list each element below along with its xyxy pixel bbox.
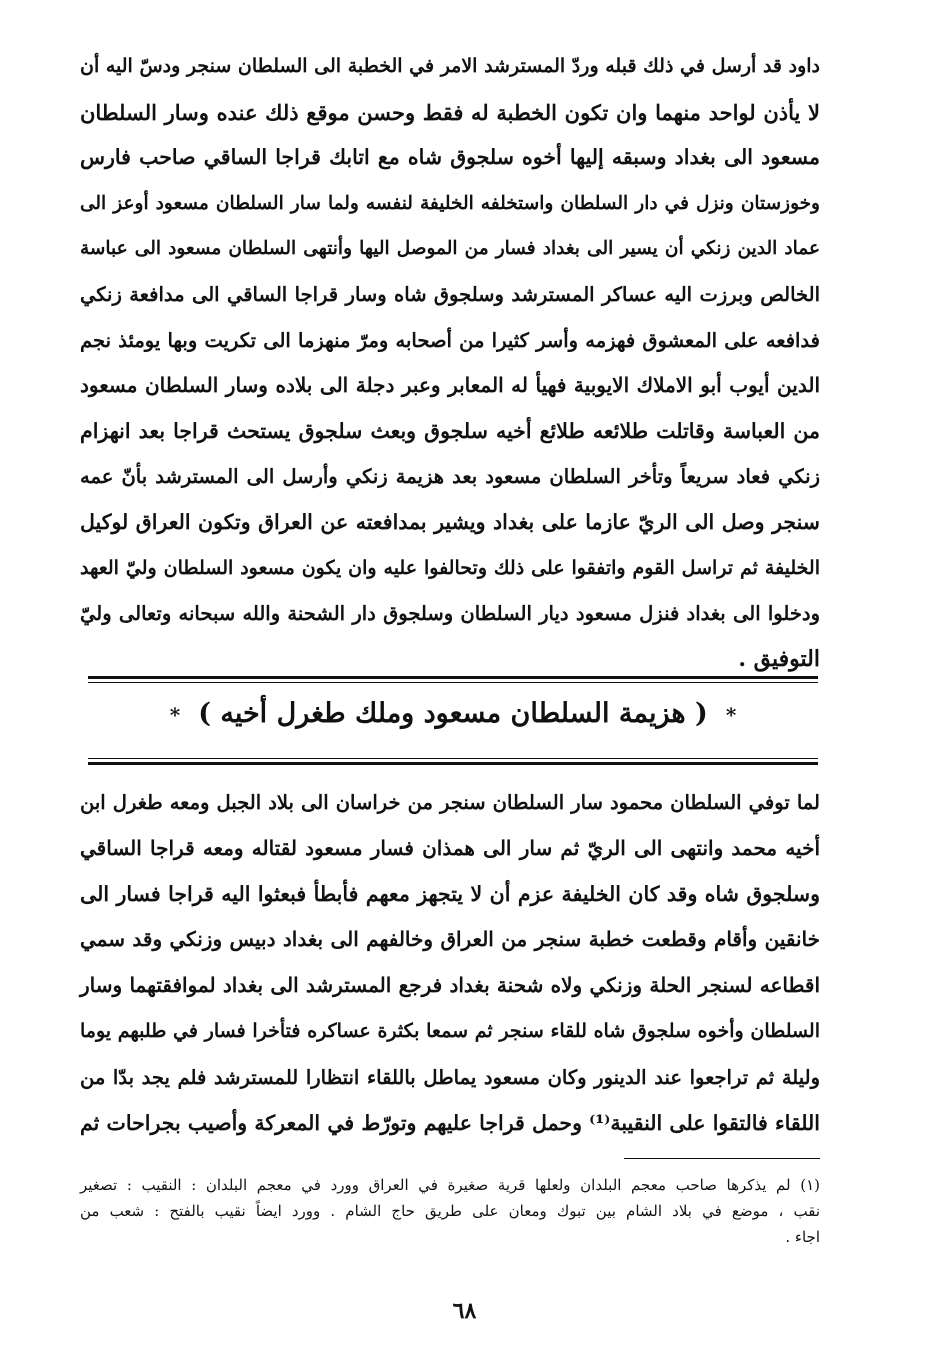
- text-line: اللقاء فالتقوا على النقيبة⁽¹⁾ وحمل قراجا عليهم وتورّط في المعركة وأصيب بجراحات ثم: [80, 1110, 820, 1135]
- text-line: وخوزستان ونزل في دار السلطان واستخلفه الخليفة لنفسه ولما سار السلطان مسعود أوعز الى: [80, 192, 820, 214]
- text-line: مسعود الى بغداد وسبقه إليها أخوه سلجوق شاه مع اتابك قراجا الساقي صاحب فارس: [80, 145, 820, 170]
- text-line: وليلة ثم تراجعوا عند الدينور وكان مسعود يماطل باللقاء انتظارا للمسترشد فلم يجد بدّا من: [80, 1065, 820, 1089]
- text-line: عماد الدين زنكي أن يسير الى بغداد فسار من الموصل اليها وأنتهى السلطان مسعود الى عباسة: [80, 238, 820, 260]
- page-number: ٦٨: [452, 1298, 477, 1324]
- text-line: خانقين وأقام وقطعت خطبة سنجر من العراق وخالفهم الى بغداد دبيس وزنكي وقد سمي: [80, 927, 820, 952]
- text-line: فدافعه على المعشوق فهزمه وأسر كثيرا من أصحابه ومرّ منهزما الى تكريت وبها يومئذ نجم: [80, 328, 820, 352]
- heading-rule-bottom: [88, 758, 818, 765]
- footnote-line: اجاء .: [785, 1228, 820, 1246]
- section-heading-title: ( هزيمة السلطان مسعود وملك طغرل أخيه ): [198, 698, 708, 729]
- paragraph-top: [80, 44, 820, 682]
- text-line: وسلجوق شاه وقد كان الخليفة عزم أن لا يتجهز معهم فأبطأ فبعثوا اليه قراجا فسار الى: [80, 881, 820, 906]
- text-line: أخيه محمد وانتهى الى الريّ ثم سار الى همذان فسار مسعود لقتاله ومعه قراجا الساقي: [80, 835, 820, 860]
- footnote: [80, 1172, 820, 1250]
- star-ornament: *: [725, 703, 737, 727]
- footnote-line: نقب ، موضع في بلاد الشام بين تبوك ومعان على طريق حاج الشام . وورد ايضاً نقيب بالفتح : شعب من: [80, 1202, 820, 1220]
- footnote-line: (١) لم يذكرها صاحب معجم البلدان ولعلها قرية صغيرة في العراق وورد في معجم البلدان : النقيب : تصغير: [80, 1176, 820, 1194]
- text-line: السلطان وأخوه سلجوق شاه للقاء سنجر ثم سمعا بكثرة عساكره فتأخرا فسار في طلبهم يوما: [80, 1019, 820, 1042]
- text-line: زنكي فعاد سريعاً وتأخر السلطان مسعود بعد هزيمة زنكي وأرسل الى المسترشد بأنّ عمه: [80, 465, 820, 489]
- text-line: الخليفة ثم تراسل القوم واتفقوا على ذلك وتحالفوا عليه وان يكون مسعود السلطان وليّ العهد: [80, 556, 820, 579]
- text-line: داود قد أرسل في ذلك قبله وردّ المسترشد الامر في الخطبة الى السلطان سنجر ودسّ اليه أن: [80, 55, 820, 77]
- text-line: لا يأذن لواحد منهما وان تكون الخطبة له فقط وحسن موقع ذلك عنده وسار السلطان: [80, 99, 820, 125]
- text-line: ودخلوا الى بغداد فنزل مسعود ديار السلطان وسلجوق دار الشحنة والله سبحانه وتعالى وليّ: [80, 602, 820, 626]
- text-line: اقطاعه لسنجر الحلة وزنكي ولاه شحنة بغداد فرجع المسترشد الى بغداد لموافقتهما وسار: [80, 973, 820, 998]
- footnote-separator: [624, 1158, 820, 1159]
- text-line: من العباسة وقاتلت طلائعه طلائع أخيه سلجوق وبعث سلجوق يستحث قراجا بعد انهزام: [80, 418, 820, 443]
- heading-rule-top: [88, 676, 818, 683]
- text-line: التوفيق .: [738, 645, 820, 672]
- paragraph-bottom: [80, 780, 820, 1146]
- text-line: الدين أيوب أبو الاملاك الايوبية فهيأ له المعابر وعبر دجلة الى بلاده وسار السلطان مسعود: [80, 373, 820, 398]
- text-line: لما توفي السلطان محمود سار السلطان سنجر من خراسان الى بلاد الجبل ومعه طغرل ابن: [80, 791, 820, 814]
- section-heading: [88, 698, 818, 729]
- text-line: سنجر وصل الى الريّ عازما على بغداد ويشير بمدافعته عن العراق وتكون العراق لوكيل: [80, 509, 820, 534]
- text-line: الخالص وبرزت اليه عساكر المسترشد وسلجوق شاه وسار قراجا الساقي الى مدافعة زنكي: [80, 282, 820, 306]
- star-ornament: *: [169, 703, 181, 727]
